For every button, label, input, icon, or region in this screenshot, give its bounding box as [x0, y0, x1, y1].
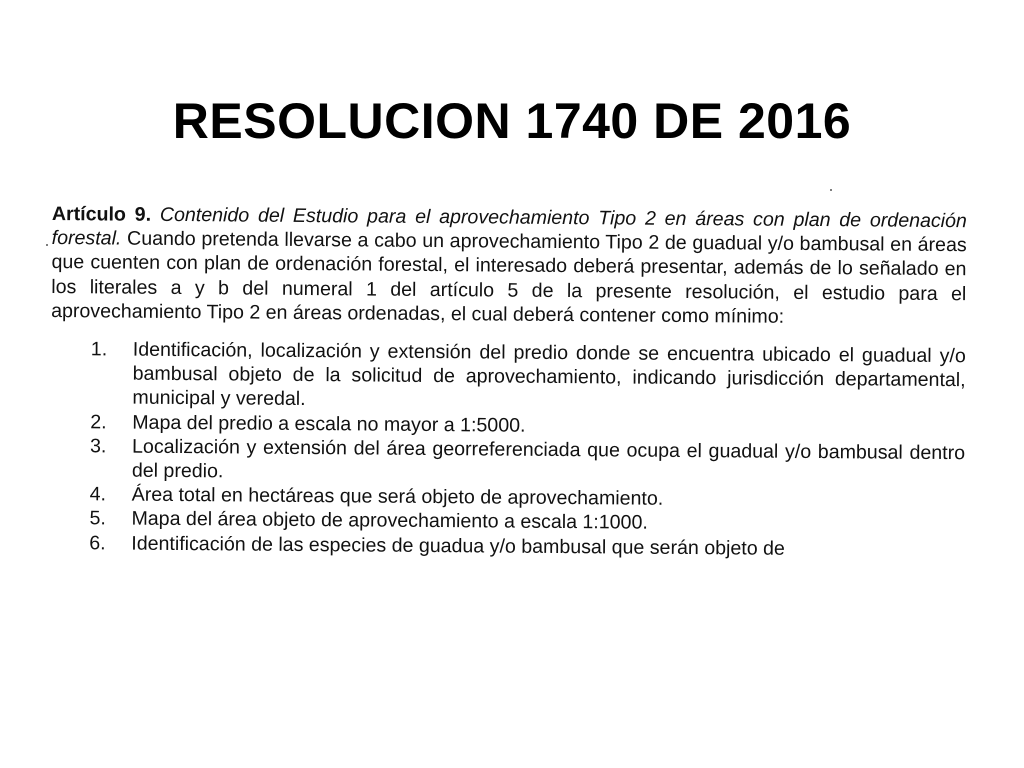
item-number: 5. — [89, 507, 106, 530]
item-number: 4. — [89, 483, 107, 506]
item-text: Mapa del predio a escala no mayor a 1:5000. — [132, 411, 526, 437]
item-number: 6. — [89, 531, 106, 555]
item-text: Mapa del área objeto de aprovechamiento a escala 1:1000. — [131, 508, 648, 535]
article-body: Cuando pretenda llevarse a cabo un aprovechamiento Tipo 2 de guadual y/o bambusal en áreas que cuenten con plan de ordenación forestal, el interesado deberá presentar, además de lo señalado en los literales a y b del numeral 1 del artículo 5 de la presente resolución, el estudio para el aprovechamiento Tipo 2 en áreas ordenadas, el cual deberá contener como mínimo: — [51, 227, 967, 328]
item-number: 1. — [90, 338, 108, 361]
item-number: 2. — [90, 410, 107, 434]
list-item — [90, 434, 965, 489]
slide-title: RESOLUCION 1740 DE 2016 — [172, 92, 852, 149]
item-text: Identificación, localización y extensión del predio donde se encuentra ubicado el guadual y/o bambusal objeto de la solicitud de aprovechamiento, indicando jurisdicción departamental, municipal y veredal. — [132, 338, 966, 411]
item-text: Identificación de las especies de guadua y/o bambusal que serán objeto de — [131, 532, 785, 560]
item-text: Área total en hectáreas que será objeto de aprovechamiento. — [131, 483, 664, 511]
article-heading: Contenido del Estudio para el aprovechamiento Tipo 2 en áreas con plan de ordenación forestal. — [51, 203, 967, 250]
item-text: Localización y extensión del área georreferenciada que ocupa el guadual y/o bambusal dentro del predio. — [131, 435, 966, 483]
requirements-list — [49, 337, 966, 562]
scan-speck — [46, 244, 48, 246]
list-item — [90, 337, 966, 416]
article-paragraph — [51, 202, 967, 330]
scan-speck — [830, 189, 832, 191]
article-label: Artículo 9. — [51, 202, 152, 226]
item-number: 3. — [89, 435, 107, 458]
scanned-document — [49, 202, 967, 562]
